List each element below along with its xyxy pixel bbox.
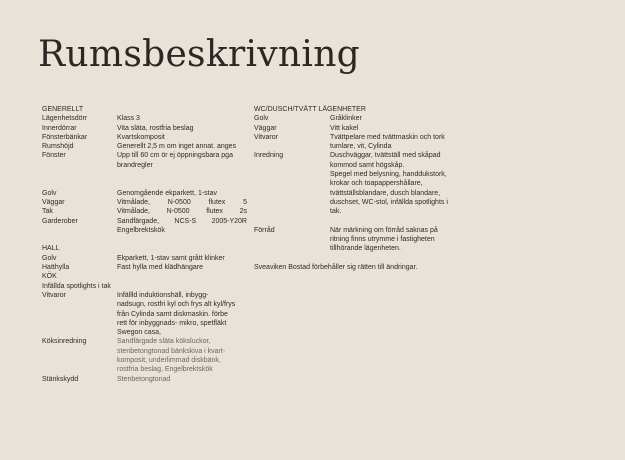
spec-row bbox=[42, 291, 252, 337]
spec-value-line: Vita släta, rostfria beslag bbox=[117, 124, 194, 132]
spec-value-line: duschset, WC-stol, infällda spotlights i bbox=[330, 198, 448, 206]
spec-label: Inredning bbox=[254, 152, 284, 160]
spec-value-line: stenbetongtonad bänkskiva i kvart- bbox=[117, 347, 226, 355]
spec-value-line: tillhörande lägenheten. bbox=[330, 245, 401, 253]
spec-value bbox=[117, 142, 252, 151]
value-tak: Vitmålade, N-0500 flutex 2s bbox=[117, 208, 247, 216]
spec-row bbox=[42, 142, 252, 151]
spec-label: Fönster bbox=[42, 152, 66, 160]
spec-value-line: tak. bbox=[330, 208, 342, 216]
left-column bbox=[42, 105, 252, 384]
spec-value-line: Duschväggar, tvättställ med skåpad bbox=[330, 152, 441, 160]
spec-value-line: Vitt kakel bbox=[330, 124, 359, 132]
page-title: Rumsbeskrivning bbox=[38, 34, 361, 75]
value-garderober-brand: Engelbrektskök bbox=[117, 226, 165, 234]
spec-value-line: Fast hylla med klädhängare bbox=[117, 264, 203, 272]
label-vaggar: Väggar bbox=[42, 198, 65, 206]
spec-value-line: nadsugn, rostfri kyl och frys alt kyl/frys bbox=[117, 301, 236, 309]
spec-value-line: ritning finns utrymme i fastigheten bbox=[330, 236, 435, 244]
section-heading-kok: KÖK bbox=[42, 273, 57, 281]
spec-value-line: komposit, underlimmad diskbänk, bbox=[117, 357, 221, 365]
spec-label: Golv bbox=[254, 115, 269, 123]
spec-row bbox=[254, 114, 454, 123]
spec-value-line: Sandfärgade släta köksluckor, bbox=[117, 338, 211, 346]
spec-value bbox=[117, 133, 252, 142]
label-garderober: Garderober bbox=[42, 217, 78, 225]
spec-value-line: kommod samt högskåp. bbox=[330, 161, 405, 169]
spec-value bbox=[330, 124, 454, 133]
spec-value bbox=[117, 124, 252, 133]
spec-label: Vitvaror bbox=[254, 133, 278, 141]
value-golv: Genomgående ekparkett, 1-stav bbox=[117, 189, 218, 197]
spec-row bbox=[254, 226, 454, 254]
spec-value bbox=[330, 133, 454, 152]
spec-label: Köksinredning bbox=[42, 338, 87, 346]
spec-row bbox=[254, 133, 454, 152]
spec-row bbox=[42, 114, 252, 123]
label-golv: Golv bbox=[42, 189, 57, 197]
value-garderober: Sandfärgade, NCS-S 2005-Y20R bbox=[117, 217, 247, 225]
spec-row bbox=[42, 151, 252, 170]
spec-row bbox=[42, 124, 252, 133]
label-tak: Tak bbox=[42, 208, 53, 216]
spec-label: Förråd bbox=[254, 226, 275, 234]
spec-label: Rumshöjd bbox=[42, 143, 74, 151]
spec-value bbox=[330, 151, 454, 216]
spec-label: Stänkskydd bbox=[42, 375, 79, 383]
spec-value bbox=[117, 337, 252, 374]
spec-value-line: tumlare, vit, Cylinda bbox=[330, 143, 392, 151]
spec-value-line: från Cylinda samt diskmaskin. förbe bbox=[117, 310, 228, 318]
spec-value-line: Infällld induktionshäll, inbygg- bbox=[117, 291, 209, 299]
spec-value-line: När märkning om förråd saknas på bbox=[330, 226, 438, 234]
right-column bbox=[254, 105, 454, 272]
spec-value-line: rostfria beslag, Engelbrektskök bbox=[117, 366, 213, 374]
spec-value bbox=[117, 291, 252, 337]
kok-spotlights: Infällda spotlights i tak bbox=[42, 282, 111, 290]
spec-row bbox=[42, 375, 252, 384]
spec-value bbox=[117, 375, 252, 384]
spec-label: Golv bbox=[42, 254, 57, 262]
spec-value-line: Generellt 2,5 m om inget annat. anges bbox=[117, 143, 237, 151]
spec-value-line: krokar och toapappershållare, bbox=[330, 180, 423, 188]
spec-value-line: brandregler bbox=[117, 161, 153, 169]
spec-label: Hatthylla bbox=[42, 264, 70, 272]
spec-value-line: Gråklinker bbox=[330, 115, 362, 123]
section-heading-hall: HALL bbox=[42, 245, 60, 253]
section-heading-generellt: GENERELLT bbox=[42, 106, 84, 113]
spec-row bbox=[42, 254, 252, 263]
spec-value bbox=[330, 114, 454, 123]
spec-row bbox=[254, 124, 454, 133]
spec-value bbox=[117, 254, 252, 263]
spec-value-line: Klass 3 bbox=[117, 115, 140, 123]
spec-value-line: Spegel med belysning, handdukstork, bbox=[330, 171, 447, 179]
room-finishes-block bbox=[42, 179, 252, 235]
spec-value-line: Kvartskomposit bbox=[117, 133, 165, 141]
spec-value bbox=[117, 114, 252, 123]
section-heading-wc: WC/DUSCH/TVÄTT LÄGENHETER bbox=[254, 106, 366, 113]
spec-value-line: Stenbetongtonad bbox=[117, 375, 171, 383]
spec-value-line: Ekparkett, 1-stav samt grått klinker bbox=[117, 254, 225, 262]
spec-value bbox=[117, 263, 252, 272]
value-vaggar: Vitmålade, N-0500 flutex 5 bbox=[117, 198, 247, 206]
spec-label: Innerdörrar bbox=[42, 124, 77, 132]
disclaimer-note: Sveaviken Bostad förbehåller sig rätten till ändringar. bbox=[254, 264, 418, 272]
spec-value bbox=[330, 226, 454, 254]
spec-value-line: Tvättpelare med tvättmaskin och tork bbox=[330, 133, 445, 141]
spec-label: Fönsterbänkar bbox=[42, 133, 88, 141]
spec-value-line: tvättställsblandare, dusch blandare, bbox=[330, 189, 441, 197]
spec-row bbox=[42, 133, 252, 142]
spec-row bbox=[254, 151, 454, 216]
spec-label: Vitvaror bbox=[42, 291, 66, 299]
spec-value-line: rett för inbyggnads- mikro, spetfläkt bbox=[117, 319, 227, 327]
spec-value-line: Upp till 60 cm ör ej öppningsbara pga bbox=[117, 152, 233, 160]
spec-value bbox=[117, 151, 252, 170]
spec-label: Lägenhetsdörr bbox=[42, 115, 88, 123]
spec-value-line: Swegon casa, bbox=[117, 329, 161, 337]
spec-row bbox=[42, 337, 252, 374]
spec-label: Väggar bbox=[254, 124, 277, 132]
spec-row bbox=[42, 263, 252, 272]
